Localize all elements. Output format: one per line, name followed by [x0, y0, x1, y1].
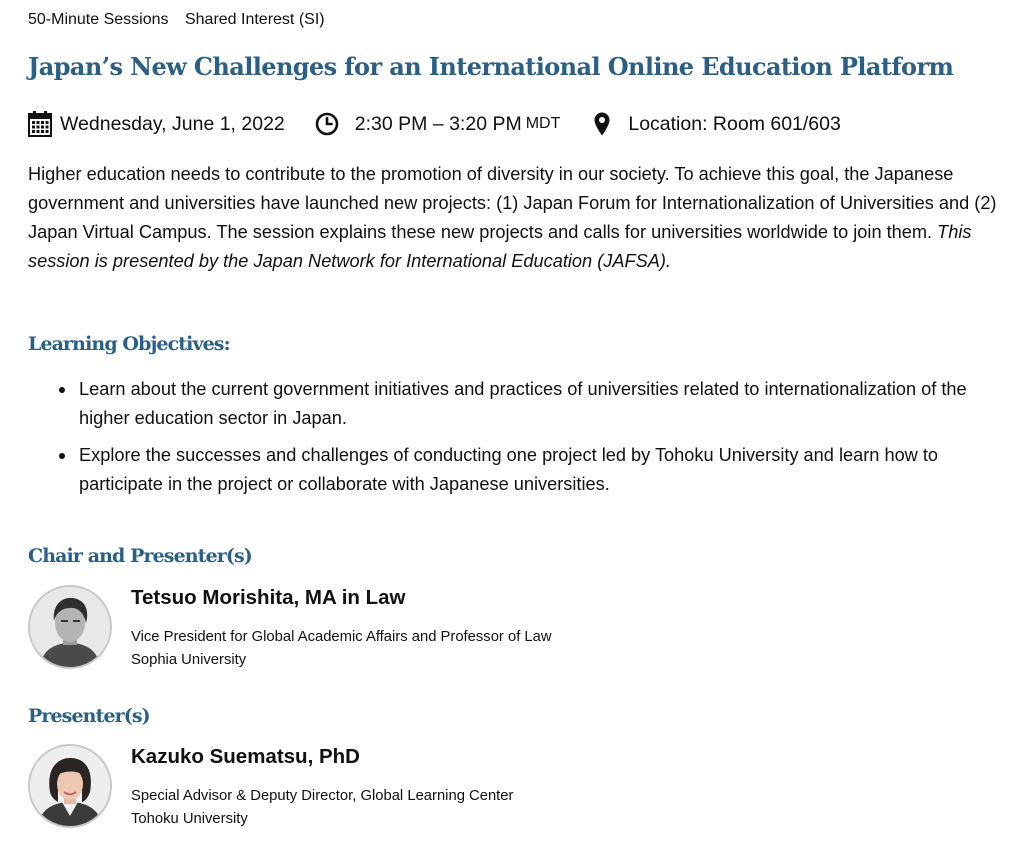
session-date-text: Wednesday, June 1, 2022: [60, 112, 285, 135]
session-date: [28, 111, 285, 137]
session-location: [594, 112, 840, 136]
session-presented-by: This session is presented by the Japan Network for International Education (JAFSA).: [28, 222, 972, 271]
session-info-row: [28, 108, 841, 140]
session-time-text: 2:30 PM – 3:20 PM: [354, 112, 522, 135]
avatar: [28, 744, 112, 828]
chair-heading: Chair and Presenter(s): [28, 545, 252, 567]
session-description-text: Higher education needs to contribute to the promotion of diversity in our society. To achieve this goal, the Japanese government and universities have launched new projects: (1) Japan Forum for Internationalization of Universities and (2) Japan Virtual Campus. The session explains these new projects and calls for universities worldwide to join them.: [28, 164, 997, 242]
presenter-name: Tetsuo Morishita, MA in Law: [131, 586, 406, 609]
session-track: Shared Interest (SI): [184, 11, 325, 28]
presenter-organization: Sophia University: [131, 652, 247, 668]
session-location-text: Location: Room 601/603: [628, 112, 841, 135]
presenter-title: Vice President for Global Academic Affairs and Professor of Law: [131, 629, 552, 645]
calendar-icon: [28, 111, 52, 137]
learning-objectives-list: [28, 375, 993, 507]
session-description: [28, 160, 1013, 276]
map-pin-icon: [594, 112, 610, 136]
presenter-name: Kazuko Suematsu, PhD: [131, 745, 360, 768]
chair-presenter-card: [28, 585, 928, 671]
presenter-organization: Tohoku University: [131, 811, 248, 827]
session-meta: [28, 11, 325, 29]
presenter-affiliation: [131, 626, 552, 672]
presenter-card: [28, 744, 928, 830]
presenters-heading: Presenter(s): [28, 705, 150, 727]
list-item: Explore the successes and challenges of conducting one project led by Tohoku University and learn how to participate in the project or collaborate with Japanese universities.: [28, 441, 993, 499]
presenter-title: Special Advisor & Deputy Director, Global Learning Center: [131, 788, 514, 804]
clock-icon: [315, 112, 339, 136]
session-title: Japan’s New Challenges for an International Online Education Platform: [28, 52, 954, 81]
session-time: [315, 112, 561, 136]
list-item: Learn about the current government initiatives and practices of universities related to internationalization of the higher education sector in Japan.: [28, 375, 993, 433]
session-timezone: MDT: [525, 115, 561, 132]
session-format: 50-Minute Sessions: [28, 11, 169, 28]
learning-objectives-heading: Learning Objectives:: [28, 333, 230, 355]
avatar: [28, 585, 112, 669]
presenter-affiliation: [131, 785, 513, 831]
